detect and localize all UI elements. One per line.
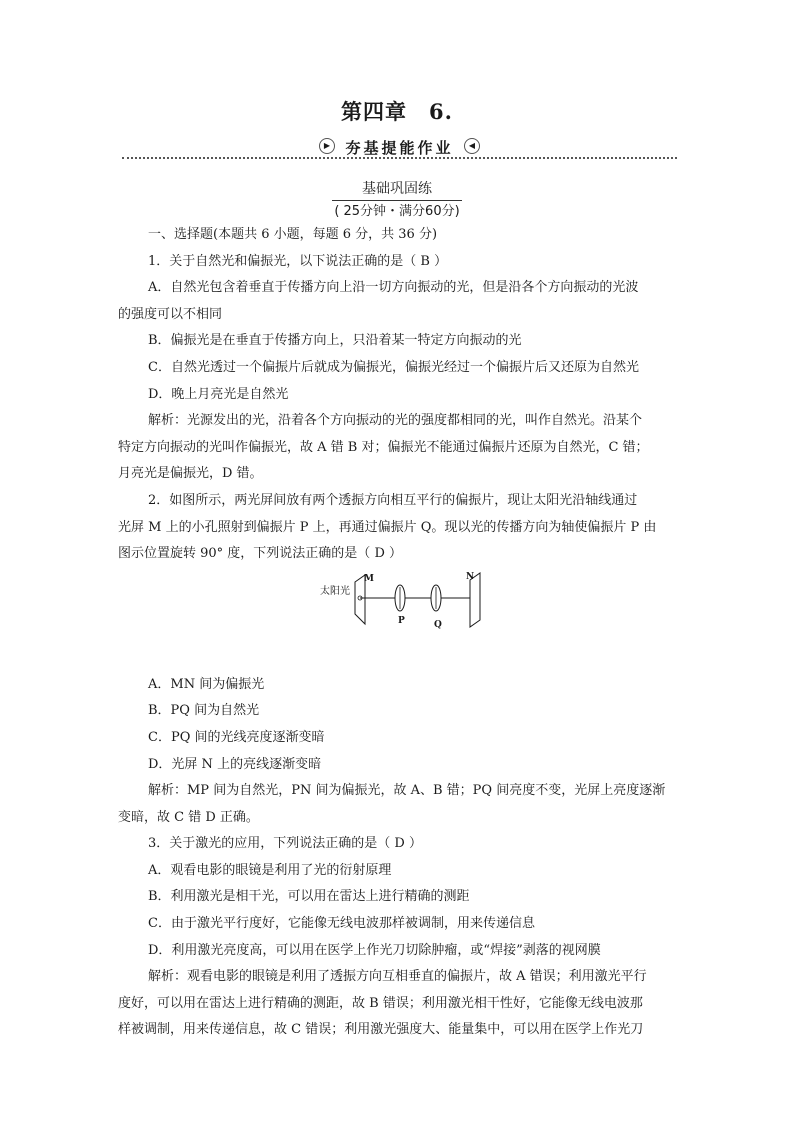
- homework-banner: [122, 135, 677, 159]
- section-title: [0, 178, 794, 201]
- q2-analysis: 解析：MP 间为自然光，PN 间为偏振光，故 A、B 错；PQ 间亮度不变，光屏上亮度逐渐: [148, 783, 666, 799]
- q1-option-d: D．晚上月亮光是自然光: [148, 386, 289, 402]
- q1-option-a-cont: 的强度可以不相同: [118, 306, 223, 322]
- q2-stem: 2．如图所示，两光屏间放有两个透振方向相互平行的偏振片，现让太阳光沿轴线通过: [148, 492, 638, 508]
- q3-analysis: 解析：观看电影的眼镜是利用了透振方向互相垂直的偏振片，故 A 错误；利用激光平行: [148, 969, 647, 985]
- section-time-score: ( 25分钟・满分60分): [334, 204, 460, 219]
- q1-analysis-cont-2: 月亮光是偏振光，D 错。: [118, 466, 263, 482]
- arrow-left-icon: ◀: [464, 138, 480, 154]
- q1-analysis-cont: 特定方向振动的光叫作偏振光，故 A 错 B 对；偏振光不能通过偏振片还原为自然光，C 错；: [118, 439, 649, 455]
- arrow-right-icon: ▶: [319, 138, 335, 154]
- q2-option-a: A．MN 间为偏振光: [148, 676, 265, 692]
- section-title-text: 基础巩固练: [332, 178, 462, 201]
- q3-analysis-cont-2: 样被调制，用来传递信息，故 C 错误；利用激光强度大、能量集中，可以用在医学上作光刀: [118, 1022, 644, 1038]
- q3-option-d: D．利用激光亮度高，可以用在医学上作光刀切除肿瘤，或“焊接”剥落的视网膜: [148, 942, 601, 958]
- q1-option-a: A．自然光包含着垂直于传播方向上沿一切方向振动的光，但是沿各个方向振动的光波: [148, 280, 639, 296]
- label-n: N: [466, 571, 475, 582]
- q3-option-a: A．观看电影的眼镜是利用了光的衍射原理: [148, 862, 392, 878]
- polarizer-diagram: [318, 572, 498, 632]
- q2-stem-cont-2: 图示位置旋转 90° 度，下列说法正确的是（ D ）: [118, 546, 402, 562]
- q3-analysis-cont: 度好，可以用在雷达上进行精确的测距，故 B 错误；利用激光相干性好，它能像无线电波那: [118, 995, 643, 1011]
- q1-stem: 1．关于自然光和偏振光，以下说法正确的是（ B ）: [148, 253, 448, 269]
- label-q: Q: [434, 619, 442, 630]
- sunlight-label: 太阳光: [320, 585, 350, 597]
- banner-title: 夯基提能作业: [345, 139, 454, 157]
- chapter-title: 第四章 6.: [341, 99, 453, 124]
- q3-stem: 3．关于激光的应用，下列说法正确的是（ D ）: [148, 836, 422, 852]
- q2-option-b: B．PQ 间为自然光: [148, 703, 260, 719]
- label-p: P: [398, 615, 405, 626]
- q3-option-c: C．由于激光平行度好，它能像无线电波那样被调制，用来传递信息: [148, 916, 535, 932]
- label-m: M: [364, 573, 374, 584]
- q1-option-b: B．偏振光是在垂直于传播方向上，只沿着某一特定方向振动的光: [148, 333, 522, 349]
- polarizer-figure: [118, 572, 678, 672]
- q2-option-d: D．光屏 N 上的亮线逐渐变暗: [148, 756, 322, 772]
- q2-option-c: C．PQ 间的光线亮度逐渐变暗: [148, 729, 325, 745]
- document-body: [118, 222, 678, 1044]
- q2-analysis-cont: 变暗，故 C 错 D 正确。: [118, 809, 259, 825]
- q2-stem-cont: 光屏 M 上的小孔照射到偏振片 P 上，再通过偏振片 Q。现以光的传播方向为轴使偏振片 P 由: [118, 519, 657, 535]
- q1-analysis: 解析：光源发出的光，沿着各个方向振动的光的强度都相同的光，叫作自然光。沿某个: [148, 413, 643, 429]
- q1-option-c: C．自然光透过一个偏振片后就成为偏振光，偏振光经过一个偏振片后又还原为自然光: [148, 359, 639, 375]
- q3-option-b: B．利用激光是相干光，可以用在雷达上进行精确的测距: [148, 889, 470, 905]
- part-heading: 一、选择题(本题共 6 小题，每题 6 分，共 36 分): [148, 227, 438, 242]
